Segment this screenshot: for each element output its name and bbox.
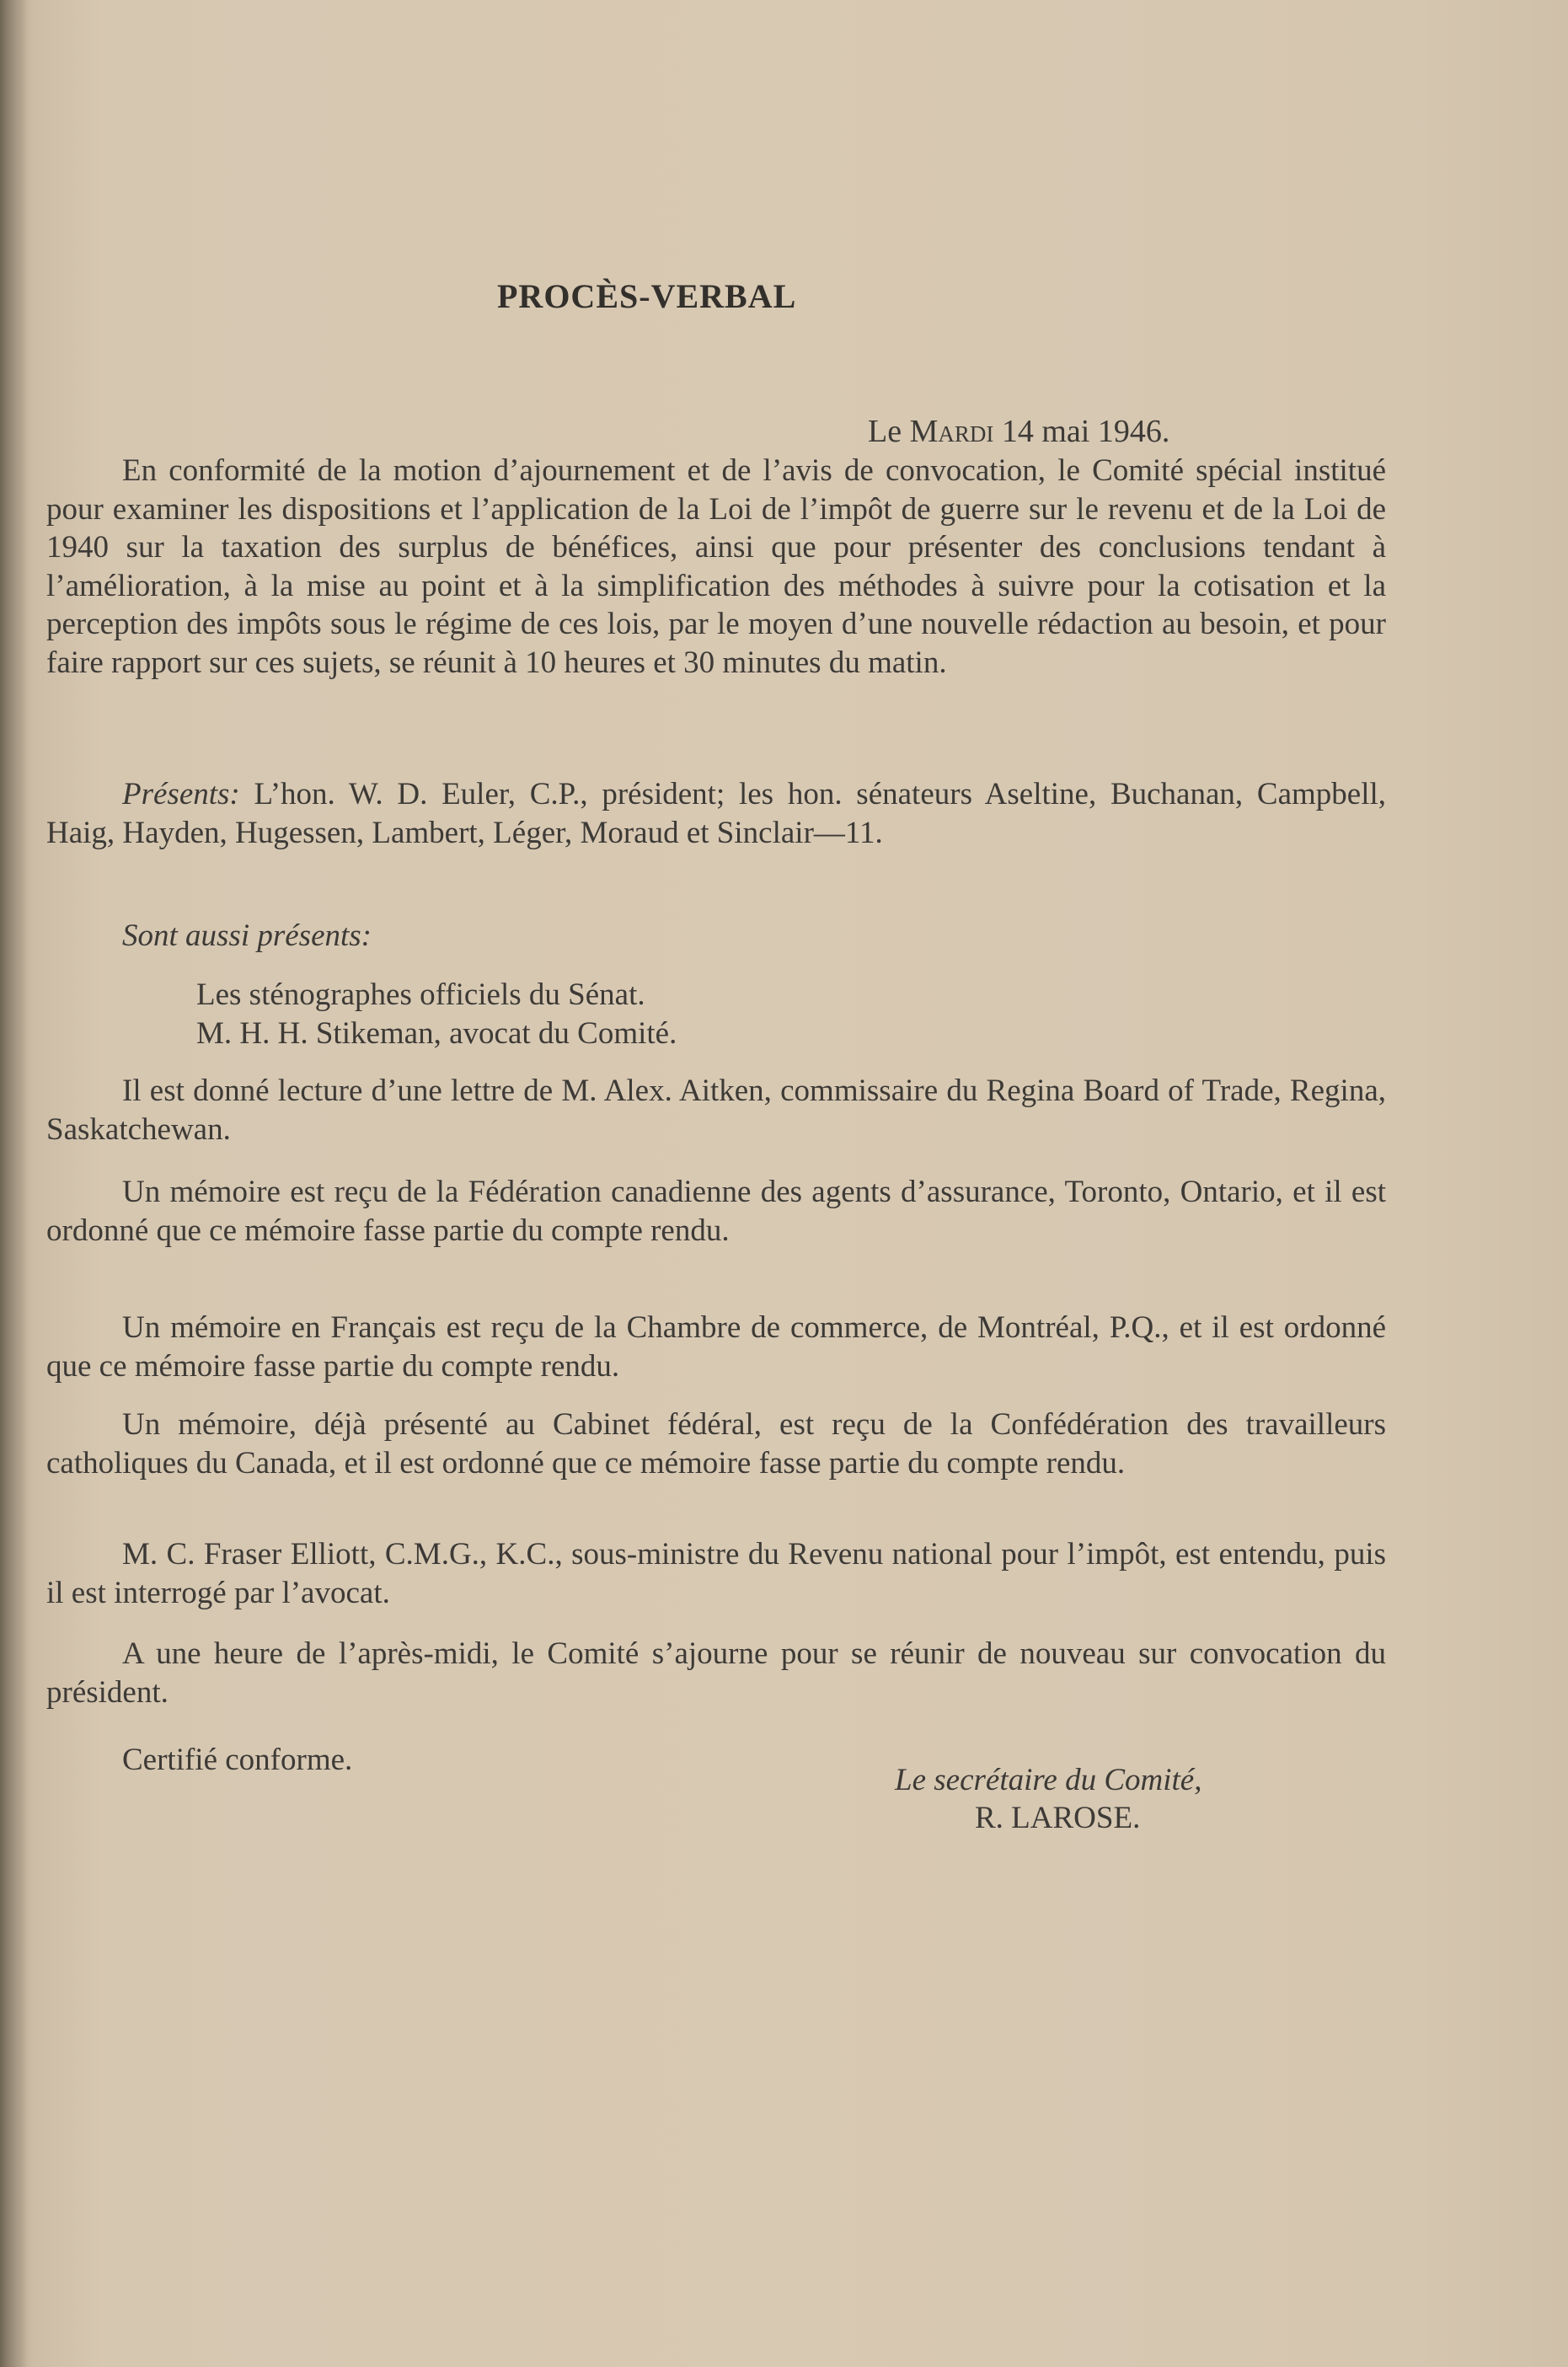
memo-paragraph: Un mémoire est reçu de la Fédération canadienne des agents d’assurance, Toronto, Ontario, et il est ordonné que ce mémoire fasse partie du compte rendu. <box>46 1175 1386 1248</box>
date-line <box>868 413 1169 452</box>
opening-paragraph: En conformité de la motion d’ajournement et de l’avis de convocation, le Comité spécial institué pour examiner les dispositions et l’application de la Loi de l’impôt de guerre sur le revenu et de la Loi de 1940 sur la taxation des surplus de bénéfices, ainsi que pour présenter des conclusions tendant à l’amélioration, à la mise au point et à la simplification des méthodes à suivre pour la cotisation et la perception des impôts sous le régime de ces lois, par le moyen d’une nouvelle rédaction au besoin, et pour faire rapport sur ces sujets, se réunit à 10 heures et 30 minutes du matin. <box>46 453 1386 680</box>
present-paragraph <box>46 775 1386 852</box>
letter-paragraph: Il est donné lecture d’une lettre de M. Alex. Aitken, commissaire du Regina Board of Trade, Regina, Saskatchewan. <box>46 1074 1386 1147</box>
also-present-item: M. H. H. Stikeman, avocat du Comité. <box>196 1016 677 1051</box>
memo-paragraph: Un mémoire en Français est reçu de la Chambre de commerce, de Montréal, P.Q., et il est ordonné que ce mémoire fasse partie du compte rendu. <box>46 1310 1386 1384</box>
present-text: L’hon. W. D. Euler, C.P., président; les hon. sénateurs Aseltine, Buchanan, Campbell, Haig, Hayden, Hugessen, Lambert, Léger, Moraud et Sinclair—11. <box>46 777 1387 850</box>
also-present-label: Sont aussi présents: <box>122 918 372 953</box>
witness-paragraph: M. C. Fraser Elliott, C.M.G., K.C., sous-ministre du Revenu national pour l’impôt, est entendu, puis il est interrogé par l’avocat. <box>46 1537 1386 1610</box>
document-title: PROCÈS-VERBAL <box>497 277 797 315</box>
signature-title: Le secrétaire du Comité, <box>895 1763 1202 1797</box>
signature-name: R. LAROSE. <box>975 1801 1141 1835</box>
date-day: Mardi <box>909 414 994 449</box>
adjournment-paragraph: A une heure de l’après-midi, le Comité s’ajourne pour se réunir de nouveau sur convocation du président. <box>46 1636 1386 1710</box>
date-rest: 14 mai 1946. <box>1001 414 1170 449</box>
date-prefix: Le <box>868 414 902 449</box>
memo-paragraph: Un mémoire, déjà présenté au Cabinet fédéral, est reçu de la Confédération des travailleurs catholiques du Canada, et il est ordonné que ce mémoire fasse partie du compte rendu. <box>46 1407 1386 1481</box>
page-binding-edge <box>0 0 27 2367</box>
present-label: Présents: <box>122 777 240 811</box>
certified-line: Certifié conforme. <box>122 1743 353 1777</box>
also-present-item: Les sténographes officiels du Sénat. <box>196 977 645 1012</box>
